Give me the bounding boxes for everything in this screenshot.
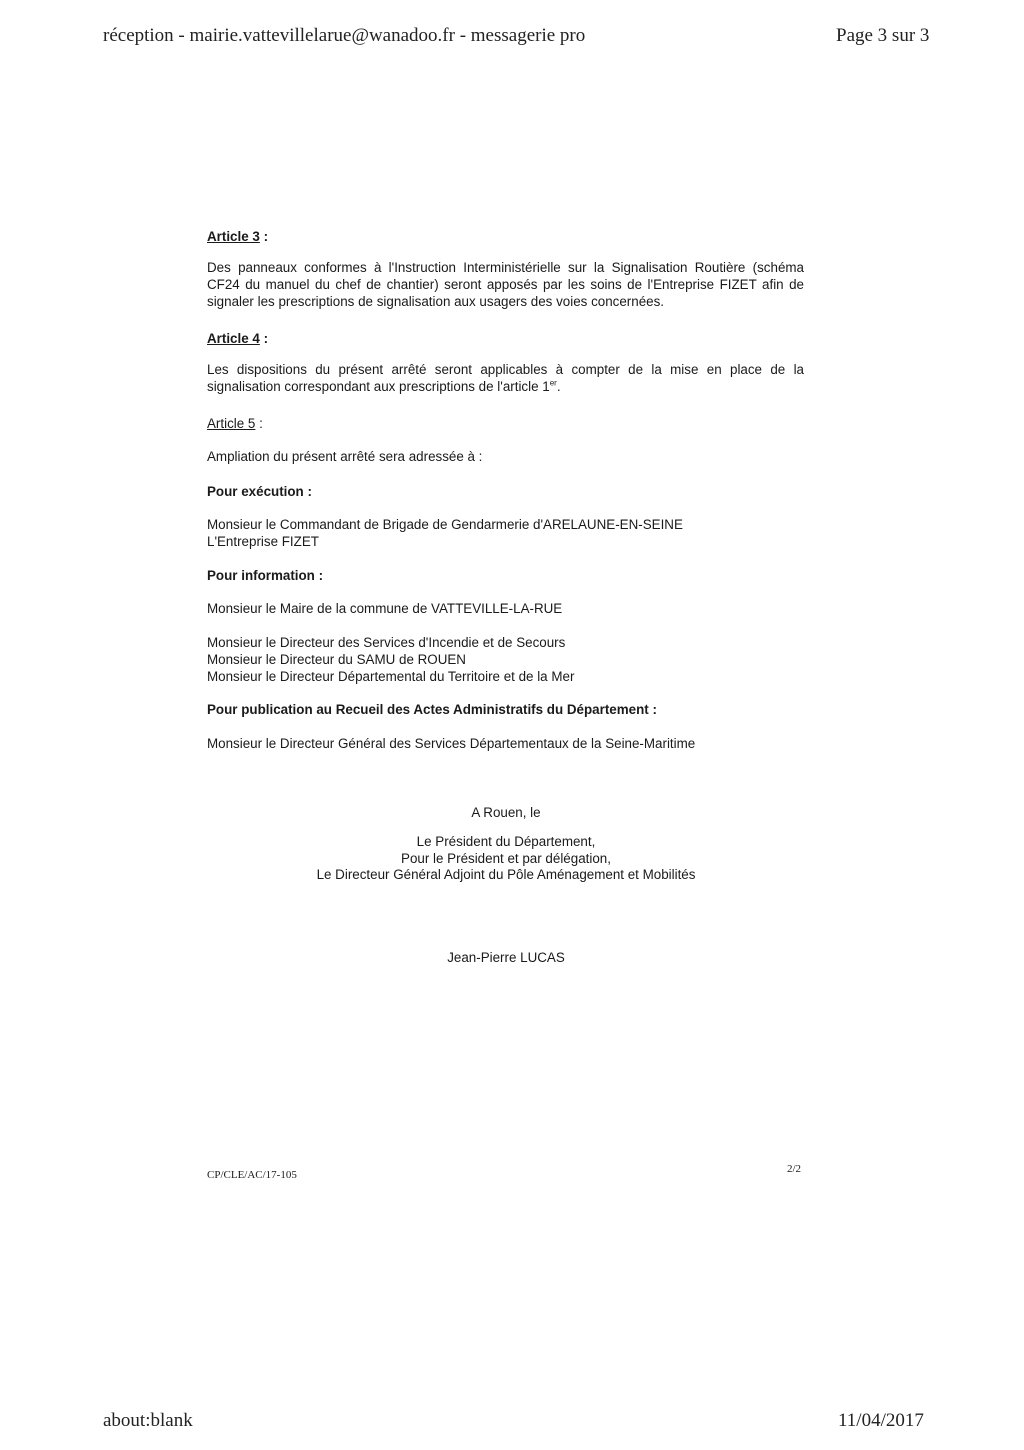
article-3-title: Article 3 — [207, 229, 260, 244]
signature-line-1: Le Président du Département, — [416, 834, 596, 849]
article-3-body: Des panneaux conformes à l'Instruction Interministérielle sur la Signalisation Routière (schéma CF24 du manuel du chef de chantier) seront apposés par les soins de l'Entreprise FIZET afin de signaler les prescriptions de signalisation aux usagers des voies concernées. — [207, 260, 804, 309]
article-4-title: Article 4 — [207, 331, 260, 346]
signature-name: Jean-Pierre LUCAS — [447, 950, 565, 965]
information-heading: Pour information : — [207, 568, 324, 583]
article-4-body-text: Les dispositions du présent arrêté seront applicables à compter de la mise en place de la signalisation correspondant aux prescriptions de l'article 1 — [207, 362, 804, 394]
execution-line-1: Monsieur le Commandant de Brigade de Gendarmerie d'ARELAUNE-EN-SEINE — [207, 517, 683, 532]
execution-heading: Pour exécution : — [207, 484, 312, 499]
document-page-number: 2/2 — [787, 1163, 802, 1175]
information-line-1: Monsieur le Maire de la commune de VATTEVILLE-LA-RUE — [207, 601, 563, 616]
article-3-colon: : — [259, 229, 269, 244]
article-5-heading — [207, 415, 263, 432]
article-4-body-superscript: er — [549, 378, 557, 388]
article-4-body-end: . — [556, 379, 561, 394]
article-5-title: Article 5 — [207, 416, 256, 431]
article-5-intro: Ampliation du présent arrêté sera adressée à : — [207, 449, 483, 464]
article-4-colon: : — [259, 331, 269, 346]
signature-line-3: Le Directeur Général Adjoint du Pôle Aménagement et Mobilités — [316, 867, 696, 882]
article-5-colon: : — [255, 416, 263, 431]
information-line-4: Monsieur le Directeur Départemental du Territoire et de la Mer — [207, 669, 575, 684]
information-line-2: Monsieur le Directeur des Services d'Incendie et de Secours — [207, 635, 566, 650]
information-line-3: Monsieur le Directeur du SAMU de ROUEN — [207, 652, 466, 667]
publication-line-1: Monsieur le Directeur Général des Services Départementaux de la Seine-Maritime — [207, 736, 696, 751]
article-4-body — [207, 361, 804, 395]
browser-footer-date: 11/04/2017 — [838, 1410, 924, 1431]
article-4-heading — [207, 330, 268, 347]
signature-line-2: Pour le Président et par délégation, — [401, 851, 611, 866]
browser-header-page: Page 3 sur 3 — [836, 25, 930, 46]
article-3-heading — [207, 228, 268, 245]
signature-place: A Rouen, le — [471, 805, 541, 820]
execution-line-2: L'Entreprise FIZET — [207, 534, 319, 549]
document-reference: CP/CLE/AC/17-105 — [207, 1169, 297, 1181]
browser-header-title: réception - mairie.vattevillelarue@wanadoo.fr - messagerie pro — [103, 25, 586, 46]
browser-footer-url: about:blank — [103, 1410, 193, 1431]
publication-heading: Pour publication au Recueil des Actes Administratifs du Département : — [207, 702, 657, 717]
